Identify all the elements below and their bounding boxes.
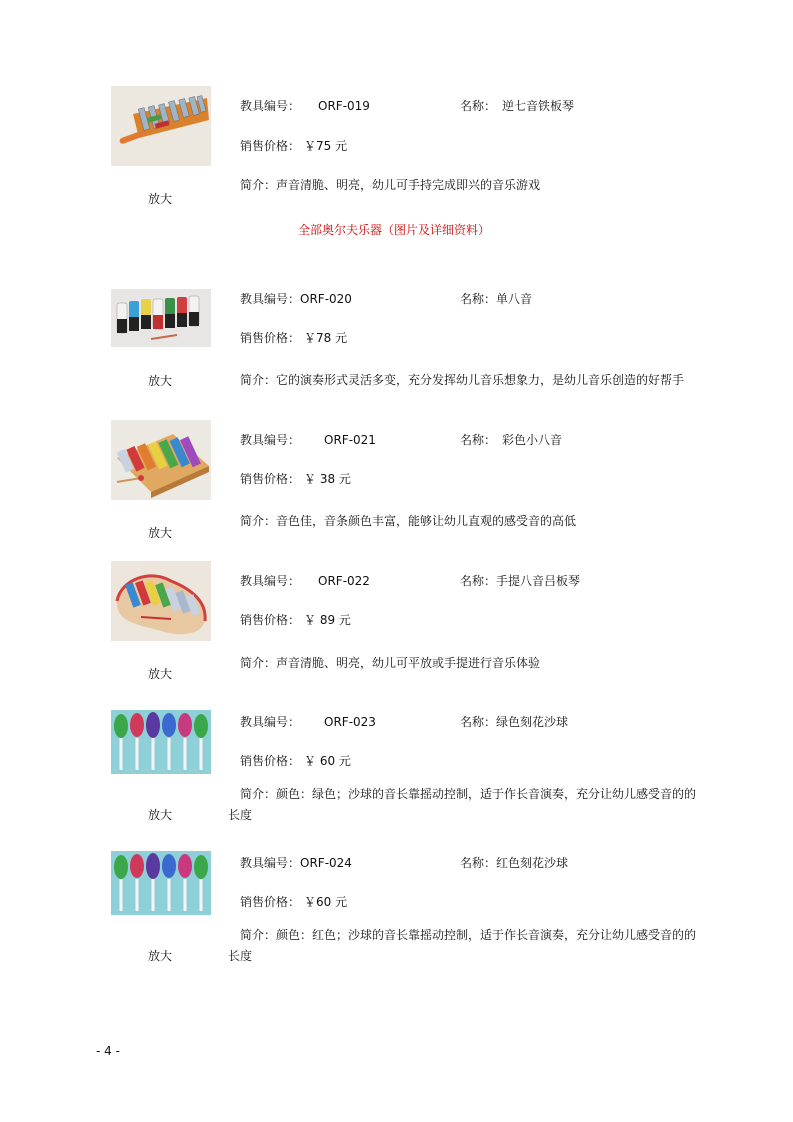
desc-value: 声音清脆、明亮，幼儿可手持完成即兴的音乐游戏 (276, 178, 541, 192)
enlarge-link[interactable]: 放大 (148, 808, 173, 822)
maracas-red-image (111, 851, 211, 915)
desc-value: 声音清脆、明亮，幼儿可平放或手提进行音乐体验 (276, 656, 541, 670)
product-code (240, 431, 376, 448)
product-name (460, 572, 580, 589)
product-name (460, 713, 568, 730)
desc-label: 简介： (240, 373, 277, 387)
instrument-photo[interactable] (111, 851, 211, 915)
code-value: ORF-019 (318, 99, 370, 113)
code-value: ORF-024 (300, 856, 352, 870)
product-description (228, 653, 698, 674)
page-number: - 4 - (96, 1044, 120, 1058)
price-value: ￥78 元 (304, 331, 348, 345)
instrument-photo[interactable] (111, 289, 211, 347)
code-label: 教具编号： (240, 292, 301, 306)
desc-value: 颜色：红色；沙球的音长靠摇动控制，适于作长音演奏，充分让幼儿感受音的的长度 (228, 928, 697, 963)
name-value: 彩色小八音 (502, 433, 563, 447)
desc-label: 简介： (240, 178, 277, 192)
product-description (228, 370, 698, 391)
xylophone-handle-image (111, 86, 211, 166)
maracas-green-image (111, 710, 211, 774)
name-label: 名称： (460, 433, 497, 447)
name-label: 名称： (460, 574, 497, 588)
desc-label: 简介： (240, 928, 277, 942)
desc-label: 简介： (240, 514, 277, 528)
instrument-photo[interactable] (111, 420, 211, 500)
code-value: ORF-023 (324, 715, 376, 729)
enlarge-link[interactable]: 放大 (148, 374, 173, 388)
single-bells-image (111, 289, 211, 347)
product-code (240, 97, 370, 114)
enlarge-link[interactable]: 放大 (148, 192, 173, 206)
code-value: ORF-021 (324, 433, 376, 447)
name-label: 名称： (460, 292, 497, 306)
product-description (228, 175, 698, 196)
price-label: 销售价格： (240, 895, 301, 909)
instrument-photo[interactable] (111, 710, 211, 774)
desc-value: 它的演奏形式灵活多变，充分发挥幼儿音乐想象力，是幼儿音乐创造的好帮手 (276, 373, 685, 387)
price-value: ￥75 元 (304, 139, 348, 153)
code-label: 教具编号： (240, 574, 301, 588)
price-value: ￥ 60 元 (304, 754, 351, 768)
code-label: 教具编号： (240, 715, 301, 729)
product-price (240, 893, 347, 910)
product-code (240, 290, 352, 307)
product-price (240, 470, 351, 487)
product-description (228, 511, 698, 532)
desc-label: 简介： (240, 656, 277, 670)
price-label: 销售价格： (240, 139, 301, 153)
name-value: 逆七音铁板琴 (502, 99, 575, 113)
name-label: 名称： (460, 856, 497, 870)
price-label: 销售价格： (240, 754, 301, 768)
name-value: 单八音 (496, 292, 533, 306)
name-value: 绿色刻花沙球 (496, 715, 569, 729)
hand-glockenspiel-image (111, 561, 211, 641)
name-label: 名称： (460, 715, 497, 729)
product-code (240, 854, 352, 871)
price-value: ￥60 元 (304, 895, 348, 909)
code-label: 教具编号： (240, 856, 301, 870)
price-label: 销售价格： (240, 613, 301, 627)
product-name (460, 431, 562, 448)
enlarge-link[interactable]: 放大 (148, 667, 173, 681)
instrument-photo[interactable] (111, 86, 211, 166)
product-description (228, 784, 698, 826)
code-label: 教具编号： (240, 99, 301, 113)
name-value: 手提八音吕板琴 (496, 574, 581, 588)
product-description (228, 925, 698, 967)
product-name (460, 854, 568, 871)
product-code (240, 713, 376, 730)
code-value: ORF-020 (300, 292, 352, 306)
price-value: ￥ 38 元 (304, 472, 351, 486)
desc-value: 音色佳，音条颜色丰富，能够让幼儿直观的感受音的高低 (276, 514, 577, 528)
product-code (240, 572, 370, 589)
product-name (460, 97, 574, 114)
product-price (240, 611, 351, 628)
product-price (240, 137, 347, 154)
product-name (460, 290, 532, 307)
enlarge-link[interactable]: 放大 (148, 949, 173, 963)
code-value: ORF-022 (318, 574, 370, 588)
desc-value: 颜色：绿色；沙球的音长靠摇动控制，适于作长音演奏，充分让幼儿感受音的的长度 (228, 787, 697, 822)
all-orff-instruments-link[interactable]: 全部奥尔夫乐器（图片及详细资料） (298, 223, 491, 237)
product-price (240, 329, 347, 346)
desc-label: 简介： (240, 787, 277, 801)
color-xylophone-image (111, 420, 211, 500)
price-label: 销售价格： (240, 331, 301, 345)
name-value: 红色刻花沙球 (496, 856, 569, 870)
enlarge-link[interactable]: 放大 (148, 526, 173, 540)
code-label: 教具编号： (240, 433, 301, 447)
price-label: 销售价格： (240, 472, 301, 486)
name-label: 名称： (460, 99, 497, 113)
instrument-photo[interactable] (111, 561, 211, 641)
product-price (240, 752, 351, 769)
price-value: ￥ 89 元 (304, 613, 351, 627)
